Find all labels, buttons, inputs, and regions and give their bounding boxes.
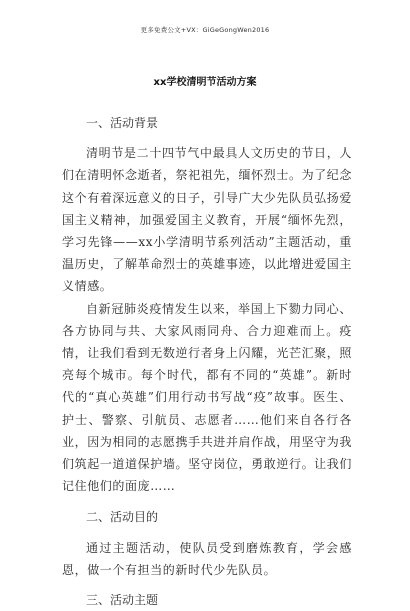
section-heading-background: 一、活动背景 bbox=[86, 116, 159, 130]
paragraph-background-2: 自新冠肺炎疫情发生以来，举国上下勠力同心、各方协同与共、大家风雨同舟、合力迎难而上。疫情，让我们看到无数逆行者身上闪耀，光芒汇聚，照亮每个城市。每个时代，都有不同的“英雄”。新时代的“真心英雄”们用行动书写战“疫”故事。医生、护士、警察、引航员、志愿者……他们来自各行各业，因为相同的志愿携手共进并肩作战，用坚守为我们筑起一道道保护墙。坚守岗位，勇敢逆行。让我们记住他们的面庞…… bbox=[62, 301, 352, 494]
header-note: 更多免费公文+VX：GiGeGongWen2016 bbox=[140, 26, 270, 34]
section-heading-purpose: 二、活动目的 bbox=[86, 510, 159, 525]
paragraph-purpose-1: 通过主题活动，使队员受到磨炼教育，学会感恩，做一个有担当的新时代少先队员。 bbox=[62, 540, 352, 577]
document-body bbox=[62, 112, 352, 611]
document-title: xx学校清明节活动方案 bbox=[153, 77, 257, 88]
section-heading-theme: 三、活动主题 bbox=[86, 593, 159, 608]
paragraph-background-1: 清明节是二十四节气中最具人文历史的节日，人们在清明怀念逝者，祭祀祖先，缅怀烈士。为了纪念这个有着深远意义的日子，引导广大少先队员弘扬爱国主义精神，加强爱国主义教育，开展“缅怀先烈，学习先锋——xx小学清明节系列活动”主题活动，重温历史，了解革命烈士的英雄事迹，以此增进爱国主义情感。 bbox=[62, 146, 352, 294]
